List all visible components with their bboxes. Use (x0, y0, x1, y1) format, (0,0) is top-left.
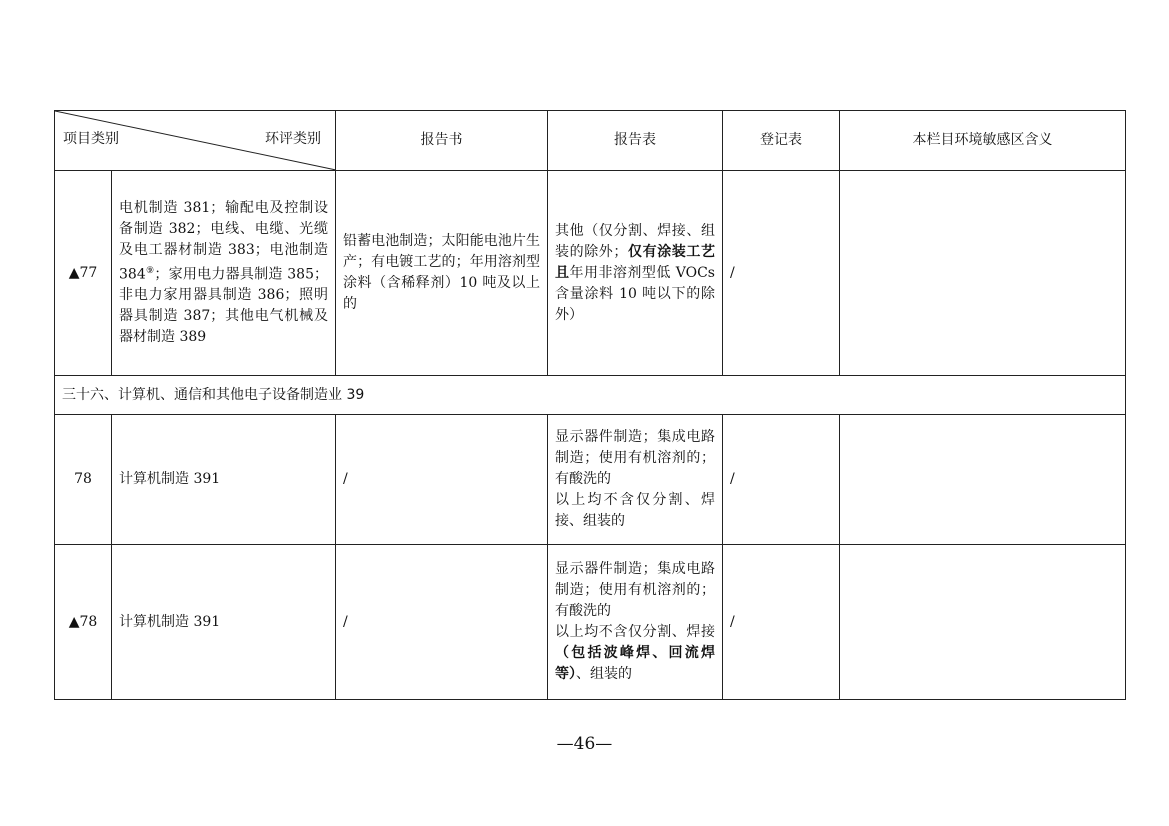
table-row-78 (55, 415, 1126, 545)
report-form-note (555, 622, 715, 685)
header-report-form: 报告表 (548, 111, 723, 171)
industry-category (112, 171, 336, 376)
table-row-77 (55, 171, 1126, 376)
report-book-criteria: / (336, 415, 548, 545)
header-report-book: 报告书 (336, 111, 548, 171)
report-form-text: 显示器件制造；集成电路制造；使用有机溶剂的；有酸洗的 (555, 429, 715, 487)
header-sensitive-area: 本栏目环境敏感区含义 (840, 111, 1126, 171)
section-row-36 (55, 376, 1126, 415)
page-number: —46— (556, 734, 613, 754)
report-form-note-text: 以上均不含仅分割、焊接 (555, 624, 715, 640)
industry-category: 计算机制造 391 (112, 415, 336, 545)
sensitive-area-criteria (840, 545, 1126, 700)
report-form-criteria (548, 171, 723, 376)
row-number: ▲77 (55, 171, 112, 376)
registration-criteria: / (723, 171, 840, 376)
eia-classification-table (54, 110, 1126, 700)
registration-criteria: / (723, 415, 840, 545)
table-header-row (55, 111, 1126, 171)
header-registration-form: 登记表 (723, 111, 840, 171)
report-form-bold: 仅有涂装工艺且 (555, 243, 716, 281)
industry-category: 计算机制造 391 (112, 545, 336, 700)
report-form-text-cont: 年用非溶剂型低 VOCs 含量涂料 10 吨以下的除外） (555, 264, 715, 323)
header-category-cell (55, 111, 336, 171)
report-form-text: 其他（仅分割、焊接、组装的除外； (555, 222, 715, 260)
section-title: 三十六、计算机、通信和其他电子设备制造业 39 (55, 376, 1126, 415)
sensitive-area-criteria (840, 171, 1126, 376)
row-number: 78 (55, 415, 112, 545)
report-form-note: 以上均不含仅分割、焊接、组装的 (555, 492, 715, 529)
category-text-cont: ；家用电力器具制造 385；非电力家用器具制造 386；照明器具制造 387；其他电气机械及器材制造 389 (119, 266, 328, 346)
report-form-text: 显示器件制造；集成电路制造；使用有机溶剂的；有酸洗的 (555, 561, 715, 619)
category-text: 电机制造 381；输配电及控制设备制造 382；电线、电缆、光缆及电工器材制造 383；电池制造 384 (119, 199, 328, 283)
table-row-78-revised (55, 545, 1126, 700)
header-eia-category: 环评类别 (265, 131, 321, 147)
report-book-criteria: / (336, 545, 548, 700)
report-book-criteria: 铅蓄电池制造；太阳能电池片生产；有电镀工艺的；年用溶剂型涂料（含稀释剂）10 吨及以上的 (336, 171, 548, 376)
row-number: ▲78 (55, 545, 112, 700)
registration-criteria: / (723, 545, 840, 700)
report-form-criteria (548, 545, 723, 700)
report-form-bold: （包括波峰焊、回流焊等） (555, 645, 715, 682)
sensitive-area-criteria (840, 415, 1126, 545)
report-form-criteria (548, 415, 723, 545)
footnote-mark: ⑨ (145, 265, 155, 276)
report-form-note-end: 、组装的 (576, 666, 632, 682)
header-project-category: 项目类别 (63, 131, 119, 147)
